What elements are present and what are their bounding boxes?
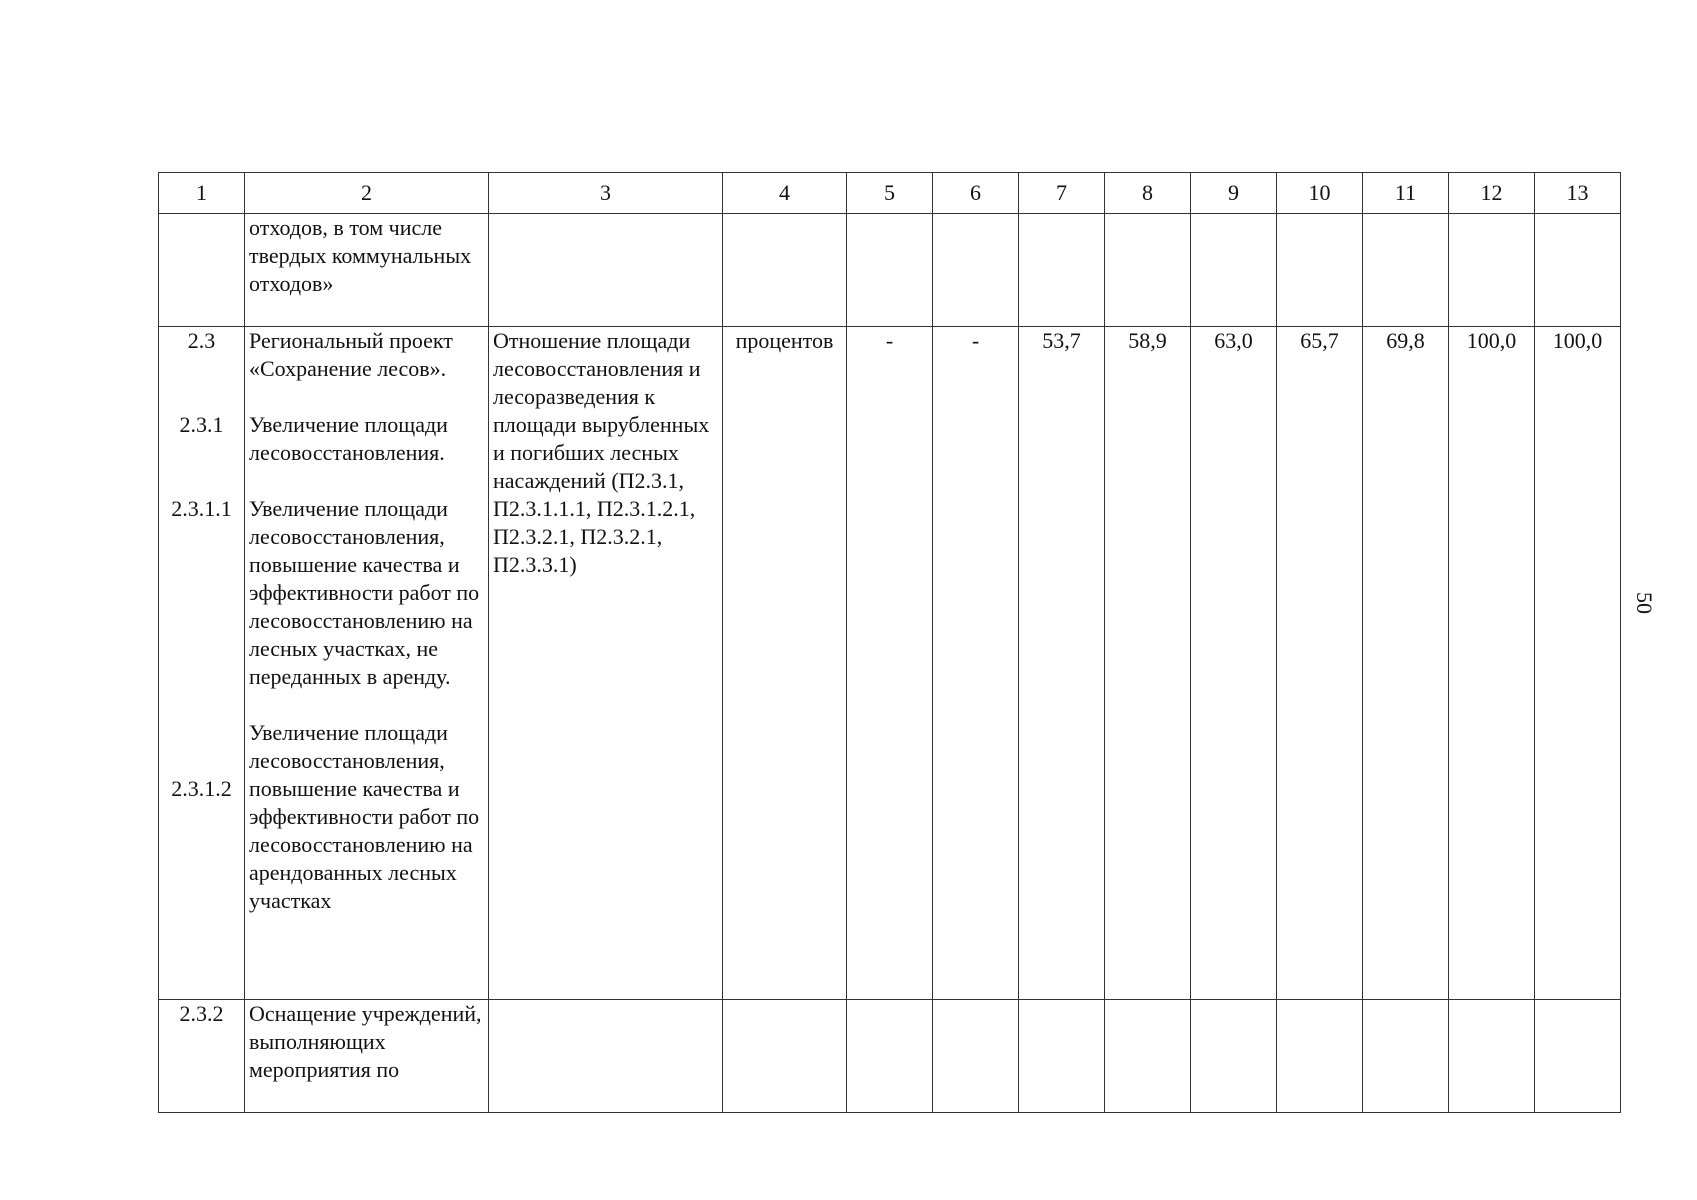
header-cell: 1: [159, 173, 245, 214]
value-cell: [933, 1000, 1019, 1113]
value-cell: [1191, 1000, 1277, 1113]
value-cell: [1277, 1000, 1363, 1113]
value-cell: [847, 214, 933, 327]
value-cell: [1019, 214, 1105, 327]
header-cell: 11: [1363, 173, 1449, 214]
code-text: 2.3.1: [179, 412, 224, 437]
name-cell: [245, 1000, 489, 1113]
unit-cell: [723, 1000, 847, 1113]
code-cell: [159, 327, 245, 1000]
indicator-cell: [489, 327, 723, 1000]
value-cell: 53,7: [1019, 327, 1105, 1000]
code-text: 2.3.1.1: [171, 496, 232, 521]
name-text: Увеличение площади лесовосстановления.: [249, 412, 448, 465]
indicator-text: Отношение площади лесовосстановления и лесоразведения к площади вырубленных и погибших лесных насаждений (П2.3.1, П2.3.1.1.1, П2.3.1.2.1, П2.3.2.1, П2.3.2.1, П2.3.3.1): [493, 328, 710, 577]
header-cell: 8: [1105, 173, 1191, 214]
indicator-cell: [489, 1000, 723, 1113]
value-cell: [847, 1000, 933, 1113]
name-text: Оснащение учреждений, выполняющих мероприятия по: [249, 1001, 482, 1082]
value-cell: 100,0: [1535, 327, 1621, 1000]
value-cell: [1191, 214, 1277, 327]
name-cell: [245, 214, 489, 327]
indicator-table: [158, 172, 1621, 1113]
code-text: 2.3: [187, 328, 216, 353]
name-text: Увеличение площади лесовосстановления, повышение качества и эффективности работ по лесовосстановлению на лесных участках, не переданных в аренду.: [249, 496, 480, 689]
table-row: [159, 327, 1621, 1000]
header-cell: 4: [723, 173, 847, 214]
header-cell: 3: [489, 173, 723, 214]
value-cell: -: [847, 327, 933, 1000]
value-cell: [1535, 1000, 1621, 1113]
header-cell: 5: [847, 173, 933, 214]
value-cell: 63,0: [1191, 327, 1277, 1000]
value-cell: [1535, 214, 1621, 327]
value-cell: 65,7: [1277, 327, 1363, 1000]
table-header-row: [159, 173, 1621, 214]
value-cell: [933, 214, 1019, 327]
value-cell: 69,8: [1363, 327, 1449, 1000]
page-number: 50: [1632, 592, 1657, 614]
value-cell: [1449, 1000, 1535, 1113]
value-cell: 100,0: [1449, 327, 1535, 1000]
header-cell: 7: [1019, 173, 1105, 214]
table-row: [159, 214, 1621, 327]
value-cell: [1019, 1000, 1105, 1113]
header-cell: 13: [1535, 173, 1621, 214]
unit-cell: [723, 214, 847, 327]
name-text: Увеличение площади лесовосстановления, повышение качества и эффективности работ по лесовосстановлению на арендованных лесных участках: [249, 720, 480, 913]
header-cell: 2: [245, 173, 489, 214]
header-cell: 10: [1277, 173, 1363, 214]
value-cell: [1277, 214, 1363, 327]
header-cell: 9: [1191, 173, 1277, 214]
code-cell: [159, 214, 245, 327]
value-cell: -: [933, 327, 1019, 1000]
value-cell: [1363, 214, 1449, 327]
indicator-cell: [489, 214, 723, 327]
table-row: [159, 1000, 1621, 1113]
value-cell: [1105, 1000, 1191, 1113]
unit-cell: процентов: [723, 327, 847, 1000]
value-cell: [1449, 214, 1535, 327]
name-text: Региональный проект «Сохранение лесов».: [249, 328, 453, 381]
code-text: 2.3.1.2: [171, 776, 232, 801]
value-cell: [1363, 1000, 1449, 1113]
name-text: отходов, в том числе твердых коммунальных отходов»: [249, 215, 472, 296]
value-cell: 58,9: [1105, 327, 1191, 1000]
header-cell: 6: [933, 173, 1019, 214]
header-cell: 12: [1449, 173, 1535, 214]
name-cell: [245, 327, 489, 1000]
code-cell: 2.3.2: [159, 1000, 245, 1113]
value-cell: [1105, 214, 1191, 327]
